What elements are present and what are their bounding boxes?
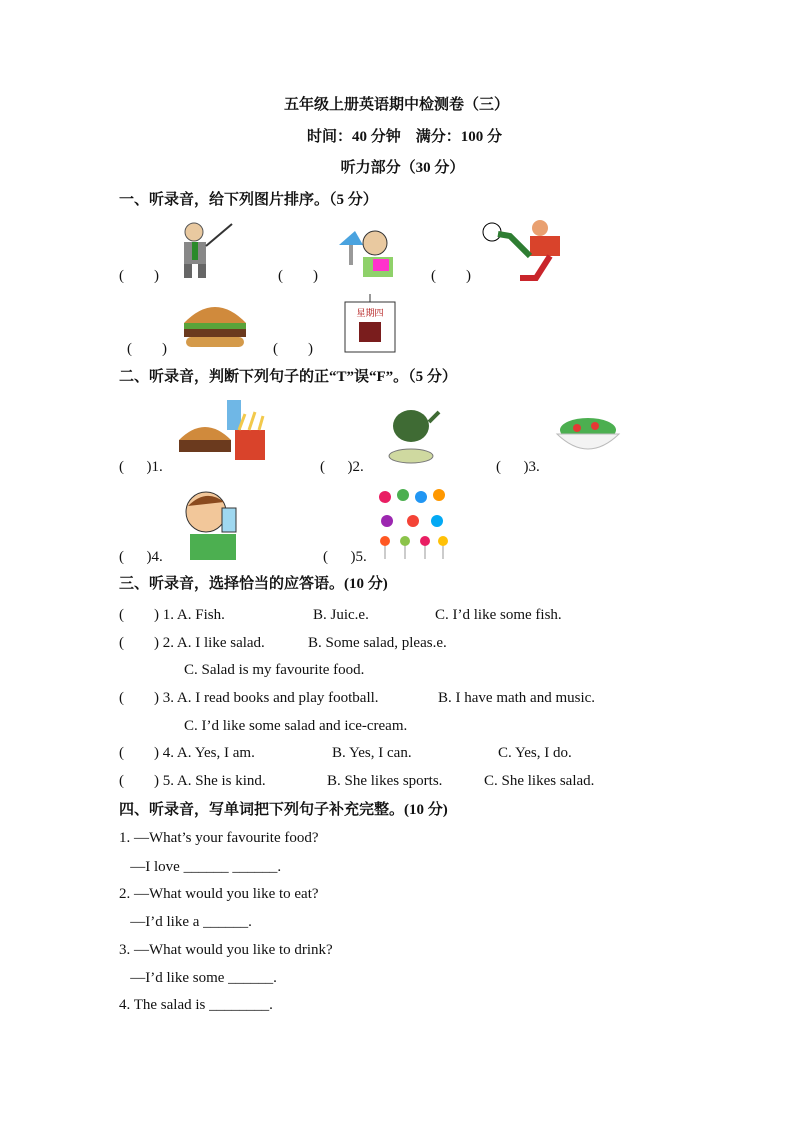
- fill-line: 3. —What would you like to drink?: [119, 942, 333, 958]
- fast-food-picture: [175, 396, 273, 472]
- boy-reading-picture: [335, 225, 399, 281]
- section-3-heading: 三、听录音，选择恰当的应答语。(10 分): [119, 576, 388, 592]
- part-title: 听力部分（30 分）: [340, 160, 465, 176]
- option-b: B. Juic.e.: [313, 607, 369, 623]
- answer-blank[interactable]: ( ): [278, 268, 318, 284]
- option-c: C. Salad is my favourite food.: [184, 662, 365, 678]
- tf-item[interactable]: ( )5.: [323, 549, 367, 565]
- question-3: ( ) 3. A. I read books and play football.: [119, 690, 379, 706]
- teacher-picture: [172, 220, 247, 280]
- teapot-picture: [383, 400, 441, 466]
- fill-line: —I’d like a ______.: [119, 914, 252, 930]
- calendar-label: 星期四: [356, 308, 384, 318]
- football-player-picture: [480, 218, 580, 282]
- candies-picture: [375, 487, 451, 561]
- fill-line: —I love ______ ______.: [119, 859, 282, 875]
- page-title: 五年级上册英语期中检测卷（三）: [283, 97, 509, 113]
- section-2-heading: 二、听录音，判断下列句子的正“T”误“F”。（5 分）: [119, 369, 457, 385]
- boy-drinking-picture: [180, 488, 252, 562]
- option-b: B. Yes, I can.: [332, 745, 412, 761]
- question-4: ( ) 4. A. Yes, I am.: [119, 745, 255, 761]
- fill-line: 1. —What’s your favourite food?: [119, 830, 319, 846]
- salad-picture: [555, 414, 621, 460]
- option-c: C. I’d like some salad and ice-cream.: [184, 718, 408, 734]
- option-c: C. She likes salad.: [484, 773, 595, 789]
- section-1-heading: 一、听录音，给下列图片排序。（5 分）: [119, 192, 378, 208]
- tf-item[interactable]: ( )4.: [119, 549, 163, 565]
- option-b: B. She likes sports.: [327, 773, 443, 789]
- answer-blank[interactable]: ( ): [119, 268, 159, 284]
- option-b: B. Some salad, pleas.e.: [308, 635, 447, 651]
- tf-item[interactable]: ( )2.: [320, 459, 364, 475]
- option-b: B. I have math and music.: [438, 690, 596, 706]
- question-2: ( ) 2. A. I like salad.: [119, 635, 265, 651]
- exam-meta: 时间：40 分钟 满分：100 分: [306, 129, 502, 145]
- answer-blank[interactable]: ( ): [127, 341, 167, 357]
- fill-line: —I’d like some ______.: [119, 970, 277, 986]
- tf-item[interactable]: ( )3.: [496, 459, 540, 475]
- calendar-picture: [343, 294, 397, 354]
- answer-blank[interactable]: ( ): [431, 268, 471, 284]
- question-5: ( ) 5. A. She is kind.: [119, 773, 266, 789]
- section-4-heading: 四、听录音，写单词把下列句子补充完整。(10 分): [119, 802, 448, 818]
- fill-line: 2. —What would you like to eat?: [119, 886, 319, 902]
- answer-blank[interactable]: ( ): [273, 341, 313, 357]
- fill-line: 4. The salad is ________.: [119, 997, 273, 1013]
- tf-item[interactable]: ( )1.: [119, 459, 163, 475]
- question-1: ( ) 1. A. Fish.: [119, 607, 225, 623]
- hamburger-picture: [180, 295, 250, 353]
- option-c: C. Yes, I do.: [498, 745, 572, 761]
- option-c: C. I’d like some fish.: [435, 607, 562, 623]
